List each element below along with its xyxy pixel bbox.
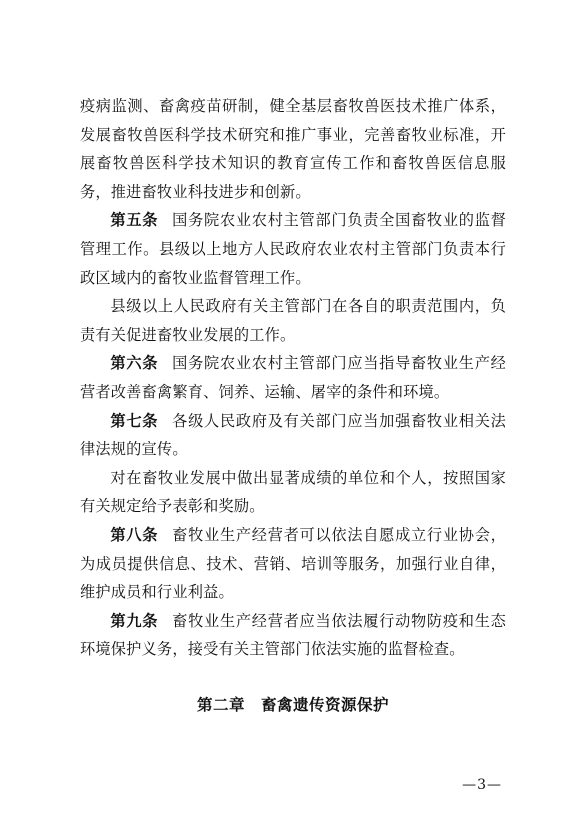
body-text — [80, 92, 506, 664]
article-number: 第八条 — [110, 525, 159, 544]
paragraph-text: 各级人民政府及有关部门应当加强畜牧业相关法律法规的宣传。 — [80, 411, 507, 459]
article-9 — [80, 607, 506, 664]
paragraph-text: 疫病监测、畜禽疫苗研制，健全基层畜牧兽医技术推广体系，发展畜牧兽医科学技术研究和推广事业，完善畜牧业标准，开展畜牧兽医科学技术知识的教育宣传工作和畜牧兽医信息服务，推进畜牧业科技进步和创新。 — [80, 97, 506, 201]
paragraph-continuation — [80, 92, 506, 206]
article-5-paragraph-2 — [80, 292, 506, 349]
article-number: 第五条 — [110, 211, 159, 230]
paragraph-text: 畜牧业生产经营者应当依法履行动物防疫和生态环境保护义务，接受有关主管部门依法实施的监督检查。 — [80, 611, 507, 659]
article-7 — [80, 407, 506, 464]
paragraph-text: 畜牧业生产经营者可以依法自愿成立行业协会，为成员提供信息、技术、营销、培训等服务，加强行业自律，维护成员和行业利益。 — [80, 525, 507, 602]
article-number: 第七条 — [110, 411, 159, 430]
chapter-number: 第二章 — [196, 696, 245, 714]
paragraph-text: 对在畜牧业发展中做出显著成绩的单位和个人，按照国家有关规定给予表彰和奖励。 — [80, 468, 506, 516]
article-7-paragraph-2 — [80, 464, 506, 521]
paragraph-text: 国务院农业农村主管部门负责全国畜牧业的监督管理工作。县级以上地方人民政府农业农村主管部门负责本行政区域内的畜牧业监督管理工作。 — [80, 211, 507, 287]
article-6 — [80, 349, 506, 406]
paragraph-text: 县级以上人民政府有关主管部门在各自的职责范围内，负责有关促进畜牧业发展的工作。 — [80, 297, 506, 344]
chapter-heading — [80, 693, 506, 715]
article-number: 第九条 — [110, 611, 159, 630]
article-8 — [80, 521, 506, 607]
article-5 — [80, 206, 506, 292]
paragraph-text: 国务院农业农村主管部门应当指导畜牧业生产经营者改善畜禽繁育、饲养、运输、屠宰的条件和环境。 — [80, 354, 507, 401]
page-number: —3— — [462, 777, 502, 793]
chapter-title-text: 畜禽遗传资源保护 — [261, 696, 390, 714]
article-number: 第六条 — [110, 354, 159, 373]
